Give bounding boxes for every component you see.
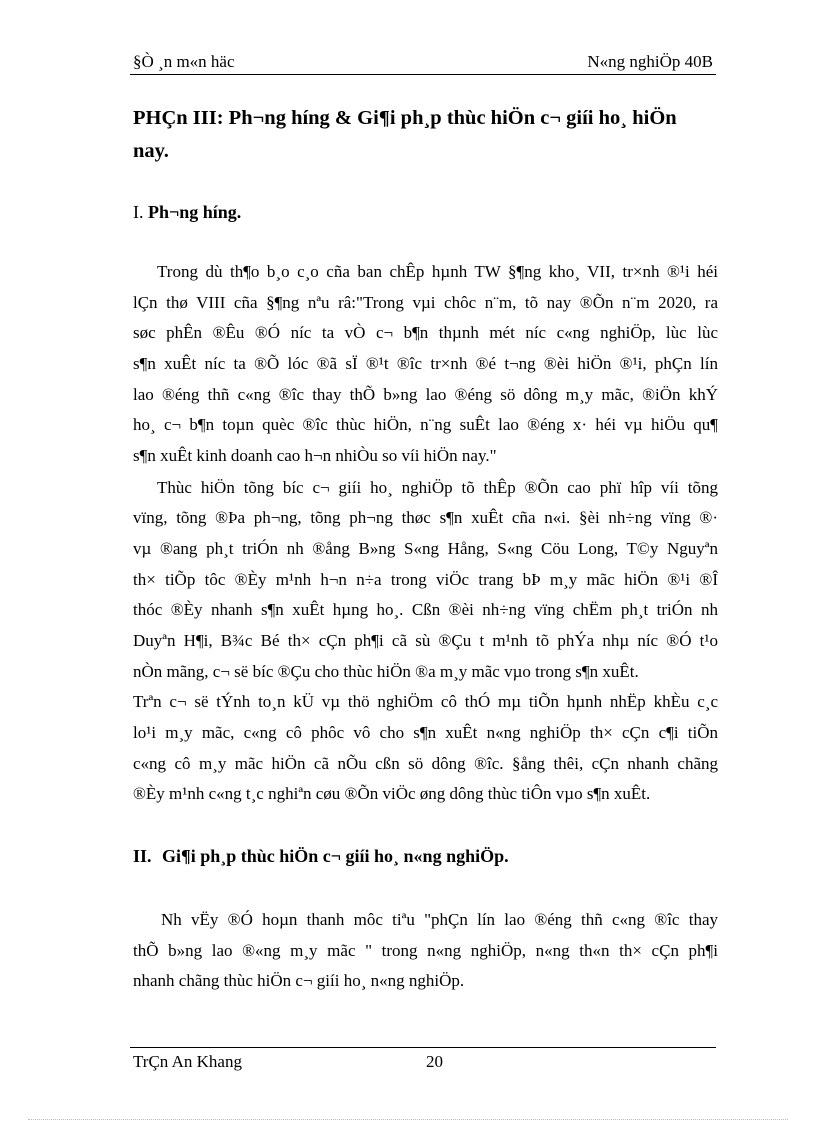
body-line: søc phÊn ®Êu ®Ó níc ta vÒ c¬ b¶n thµnh mét níc c«ng nghiÖp, lùc lùc [133,323,718,342]
footer-author: TrÇn An Khang [133,1052,242,1071]
part-title: PHÇn III: Ph¬ng híng & Gi¶i ph¸p thùc hiÖn c¬ giíi ho¸ hiÖn nay. [133,107,677,162]
body-line: lao ®éng thñ c«ng ®îc thay thÕ b»ng lao ®éng sö dông m¸y mãc, ®iÖn khÝ [133,385,718,404]
footer-rule [130,1047,716,1048]
body-line: ho¸ c¬ b¶n toµn quèc ®îc thùc hiÖn, n¨ng suÊt lao ®éng x· héi vµ hiÖu qu¶ [133,415,718,434]
body-line: nhanh chãng thùc hiÖn c¬ giíi ho¸ n«ng nghiÖp. [133,971,465,990]
body-line: vµ ®ang ph¸t triÓn nh ®ång B»ng S«ng Hång, S«ng Cöu Long, T©y Nguyªn [133,539,718,558]
body-line: s¶n xuÊt níc ta ®Õ lóc ®ã sÏ ®¹t ®îc tr×nh ®é t¬ng ®èi hiÖn ®¹i, phÇn lín [133,354,718,373]
body-line: Duyªn H¶i, B¾c Bé th× cÇn ph¶i cã sù ®Çu t m¹nh tõ phÝa nhµ níc ®Ó t¹o [133,631,718,650]
section-title: Gi¶i ph¸p thùc hiÖn c¬ giíi ho¸ n«ng nghiÖp. [162,846,509,866]
section-number: I. [133,202,144,222]
body-line: Trong dù th¶o b¸o c¸o cña ban chÊp hµnh TW §¶ng kho¸ VII, tr×nh ®¹i héi [157,262,718,281]
section-heading-2 [133,846,509,867]
section-title: Ph¬ng híng. [148,202,242,222]
body-line: nÒn mãng, c¬ së bíc ®Çu cho thùc hiÖn ®a m¸y mãc vµo trong s¶n xuÊt. [133,662,639,681]
page-number: 20 [426,1052,443,1071]
header-course: §Ò ¸n m«n häc [133,52,235,71]
body-line: Trªn c¬ së tÝnh to¸n kÜ vµ thö nghiÖm cô thÓ mµ tiÕn hµnh nhËp khÈu c¸c [133,692,718,711]
body-line: lÇn thø VIII cña §¶ng nªu râ:"Trong vµi chôc n¨m, tõ nay ®Õn n¨m 2020, ra [133,293,718,312]
body-line: thóc ®Èy nhanh s¶n xuÊt hµng ho¸. Cßn ®èi nh÷ng vïng chËm ph¸t triÓn nh [133,600,718,619]
page-edge [28,1119,788,1120]
body-line: Thùc hiÖn tõng bíc c¬ giíi ho¸ nghiÖp tõ thÊp ®Õn cao phï hîp víi tõng [157,478,718,497]
header-rule [130,74,716,75]
body-line: thÕ b»ng lao ®«ng m¸y mãc " trong n«ng nghiÖp, n«ng th«n th× cÇn ph¶i [133,941,718,960]
header-class: N«ng nghiÖp 40B [587,52,713,71]
section-number: II. [133,846,152,866]
body-line: Nh vËy ®Ó hoµn thanh môc tiªu "phÇn lín lao ®éng thñ c«ng ®îc thay [161,910,718,929]
body-line: c«ng cô m¸y mãc hiÖn cã nÕu cßn sö dông ®îc. §ång thêi, cÇn nhanh chãng [133,754,718,773]
body-line: ®Èy m¹nh c«ng t¸c nghiªn cøu ®Õn viÖc øng dông thùc tiÔn vµo s¶n xuÊt. [133,784,651,803]
body-line: lo¹i m¸y mãc, c«ng cô phôc vô cho s¶n xuÊt n«ng nghiÖp th× cÇn c¶i tiÕn [133,723,718,742]
section-heading-1 [133,202,241,223]
body-line: s¶n xuÊt kinh doanh cao h¬n nhiÒu so víi hiÖn nay." [133,446,497,465]
body-line: vïng, tõng ®Þa ph¬ng, tõng ph¬ng thøc s¶n xuÊt cña n«i. §èi nh÷ng vïng ®· [133,508,718,527]
body-line: th× tiÕp tôc ®Èy m¹nh h¬n n÷a trong viÖc trang bÞ m¸y mãc hiÖn ®¹i ®Î [133,570,718,589]
